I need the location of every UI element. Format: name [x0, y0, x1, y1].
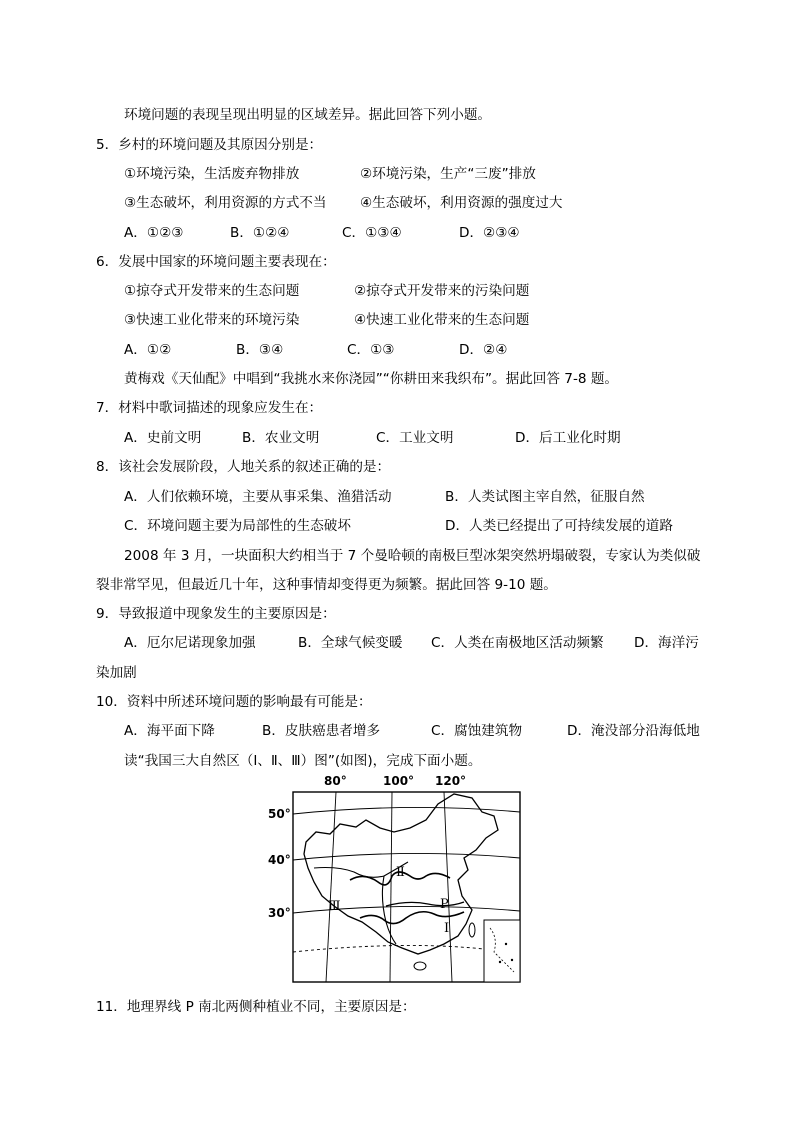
- inset-island-dot: [505, 943, 507, 945]
- q6-item-1: ①掠夺式开发带来的生态问题: [124, 283, 300, 299]
- question-10-stem: 10．资料中所述环境问题的影响最有可能是：: [96, 694, 372, 710]
- intro-text-4: 读“我国三大自然区（Ⅰ、Ⅱ、Ⅲ）图”(如图)，完成下面小题。: [124, 753, 482, 769]
- lon-label-80: 80°: [324, 774, 347, 788]
- intro-text-3-line-1: 2008 年 3 月，一块面积大约相当于 7 个曼哈顿的南极巨型冰架突然坍塌破裂，专家认为类似破: [124, 548, 701, 564]
- q6-option-a[interactable]: A．①②: [124, 342, 172, 358]
- q5-option-c[interactable]: C．①③④: [342, 225, 402, 241]
- question-6-stem: 6．发展中国家的环境问题主要表现在：: [96, 254, 336, 270]
- hainan-island: [414, 962, 426, 970]
- q8-option-c[interactable]: C．环境问题主要为局部性的生态破坏: [124, 518, 351, 534]
- q5-item-2: ②环境污染，生产“三废”排放: [360, 166, 536, 182]
- q6-item-4: ④快速工业化带来的生态问题: [354, 312, 530, 328]
- q7-option-b[interactable]: B．农业文明: [242, 430, 320, 446]
- inset-island-dot: [511, 959, 513, 961]
- q6-option-b[interactable]: B．③④: [236, 342, 284, 358]
- q5-item-1: ①环境污染，生活废弃物排放: [124, 166, 300, 182]
- region-label-II: Ⅱ: [396, 865, 405, 880]
- q5-option-d[interactable]: D．②③④: [459, 225, 520, 241]
- inset-island-dot: [499, 961, 501, 963]
- tropic-line: [293, 945, 493, 952]
- question-7-stem: 7．材料中歌词描述的现象应发生在：: [96, 400, 323, 416]
- south-china-sea-inset: [484, 920, 520, 982]
- q7-option-c[interactable]: C．工业文明: [376, 430, 454, 446]
- intro-text-2: 黄梅戏《天仙配》中唱到“我挑水来你浇园”“你耕田来我织布”。据此回答 7-8 题。: [124, 371, 619, 387]
- q9-option-d-continuation: 染加剧: [96, 665, 137, 681]
- q9-option-a[interactable]: A．厄尔尼诺现象加强: [124, 635, 256, 651]
- q5-option-a[interactable]: A．①②③: [124, 225, 184, 241]
- q10-option-a[interactable]: A．海平面下降: [124, 723, 215, 739]
- q10-option-b[interactable]: B．皮肤癌患者增多: [262, 723, 381, 739]
- q5-item-3: ③生态破坏，利用资源的方式不当: [124, 195, 327, 211]
- lat-label-50: 50°: [268, 807, 291, 821]
- q5-item-4: ④生态破坏，利用资源的强度过大: [360, 195, 563, 211]
- taiwan-island: [469, 923, 475, 937]
- china-natural-regions-map: [268, 772, 524, 984]
- q9-option-c[interactable]: C．人类在南极地区活动频繁: [431, 635, 604, 651]
- region-label-III: Ⅲ: [328, 899, 341, 914]
- question-11-stem: 11．地理界线 P 南北两侧种植业不同，主要原因是：: [96, 999, 416, 1015]
- q6-option-c[interactable]: C．①③: [347, 342, 395, 358]
- q10-option-c[interactable]: C．腐蚀建筑物: [431, 723, 523, 739]
- q8-option-d[interactable]: D．人类已经提出了可持续发展的道路: [445, 518, 673, 534]
- boundary-region-I-III: [382, 876, 396, 944]
- boundary-line-p: [386, 902, 464, 906]
- question-8-stem: 8．该社会发展阶段，人地关系的叙述正确的是：: [96, 459, 391, 475]
- q7-option-a[interactable]: A．史前文明: [124, 430, 202, 446]
- lat-label-30: 30°: [268, 906, 291, 920]
- longitude-line-120: [444, 792, 452, 982]
- lon-label-120: 120°: [435, 774, 467, 788]
- question-5-stem: 5．乡村的环境问题及其原因分别是：: [96, 137, 323, 153]
- q6-item-2: ②掠夺式开发带来的污染问题: [354, 283, 530, 299]
- line-label-p: P: [440, 897, 449, 912]
- lon-label-100: 100°: [383, 774, 415, 788]
- q9-option-d[interactable]: D．海洋污: [634, 635, 699, 651]
- intro-text-1: 环境问题的表现呈现出明显的区域差异。据此回答下列小题。: [124, 107, 492, 123]
- question-9-stem: 9．导致报道中现象发生的主要原因是：: [96, 606, 336, 622]
- q7-option-d[interactable]: D．后工业化时期: [515, 430, 621, 446]
- q9-option-b[interactable]: B．全球气候变暖: [298, 635, 403, 651]
- q8-option-b[interactable]: B．人类试图主宰自然，征服自然: [445, 489, 645, 505]
- latitude-line-40: [293, 853, 520, 860]
- longitude-line-100: [390, 792, 392, 982]
- q8-option-a[interactable]: A．人们依赖环境，主要从事采集、渔猎活动: [124, 489, 392, 505]
- q5-option-b[interactable]: B．①②④: [230, 225, 290, 241]
- longitude-line-80: [326, 792, 336, 982]
- lat-label-40: 40°: [268, 853, 291, 867]
- q10-option-d[interactable]: D．淹没部分沿海低地: [567, 723, 700, 739]
- q6-option-d[interactable]: D．②④: [459, 342, 508, 358]
- q6-item-3: ③快速工业化带来的环境污染: [124, 312, 300, 328]
- region-label-I: Ⅰ: [444, 921, 450, 936]
- intro-text-3-line-2: 裂非常罕见，但最近几十年，这种事情却变得更为频繁。据此回答 9-10 题。: [96, 577, 557, 593]
